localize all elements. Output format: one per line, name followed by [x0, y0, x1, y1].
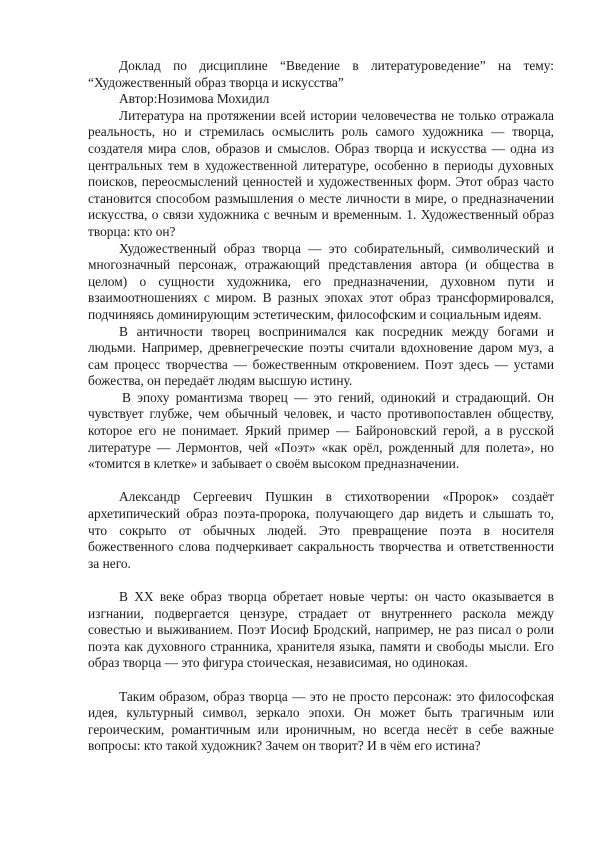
paragraph-conclusion: Таким образом, образ творца — это не просто персонаж: это философская идея, культурный символ, зеркало эпохи. Он может быть трагичным или героическим, романтичным или ироничным, но всегда несёт в себе важные вопросы: кто такой художник? Зачем он творит? И в чём его истина? — [88, 688, 554, 754]
paragraph-twentieth-century: В XX веке образ творца обретает новые черты: он часто оказывается в изгнании, подвергается цензуре, страдает от внутреннего раскола между совестью и выживанием. Поэт Иосиф Бродский, например, не раз писал о роли поэта как духовного странника, хранителя языка, памяти и свободы мысли. Его образ творца — это фигура стоическая, независимая, но одинокая. — [88, 589, 554, 671]
document-page — [88, 58, 554, 755]
report-title: Доклад по дисциплине “Введение в литературоведение” на тему: “Художественный образ творца и искусства” — [88, 58, 554, 90]
author-line: Автор:Нозимова Мохидил — [119, 91, 270, 107]
paragraph-pushkin: Александр Сергеевич Пушкин в стихотворении «Пророк» создаёт архетипический образ поэта-пророка, получающего дар видеть и слышать то, что сокрыто от обычных людей. Это превращение поэта в носителя божественного слова подчеркивает сакральность творчества и ответственности за него. — [88, 489, 554, 571]
paragraph-definition: Художественный образ творца — это собирательный, символический и многозначный персонаж, отражающий представления автора (и общества в целом) о сущности художника, его предназначении, духовном пути и взаимоотношениях с миром. В разных эпохах этот образ трансформировался, подчиняясь доминирующим эстетическим, философским и социальным идеям. — [88, 240, 554, 322]
paragraph-antiquity: В античности творец воспринимался как посредник между богами и людьми. Например, древнегреческие поэты считали вдохновение даром муз, а сам процесс творчества — божественным откровением. Поэт здесь — устами божества, он передаёт людям высшую истину. — [88, 323, 554, 389]
paragraph-intro: Литература на протяжении всей истории человечества не только отражала реальность, но и стремилась осмыслить роль самого художника — творца, создателя мира слов, образов и смыслов. Образ творца и искусства — одна из центральных тем в художественной литературе, особенно в периоды духовных поисков, переосмыслений ценностей и художественных форм. Этот образ часто становится способом размышления о месте личности в мире, о предназначении искусства, о связи художника с вечным и временным. 1. Художественный образ творца: кто он? — [88, 107, 554, 239]
paragraph-romanticism: В эпоху романтизма творец — это гений, одинокий и страдающий. Он чувствует глубже, чем обычный человек, и часто противопоставлен обществу, которое его не понимает. Яркий пример — Байроновский герой, а в русской литературе — Лермонтов, чей «Поэт» «как орёл, рожденный для полета», но «томится в клетке» и забывает о своём высоком предназначении. — [88, 389, 554, 472]
